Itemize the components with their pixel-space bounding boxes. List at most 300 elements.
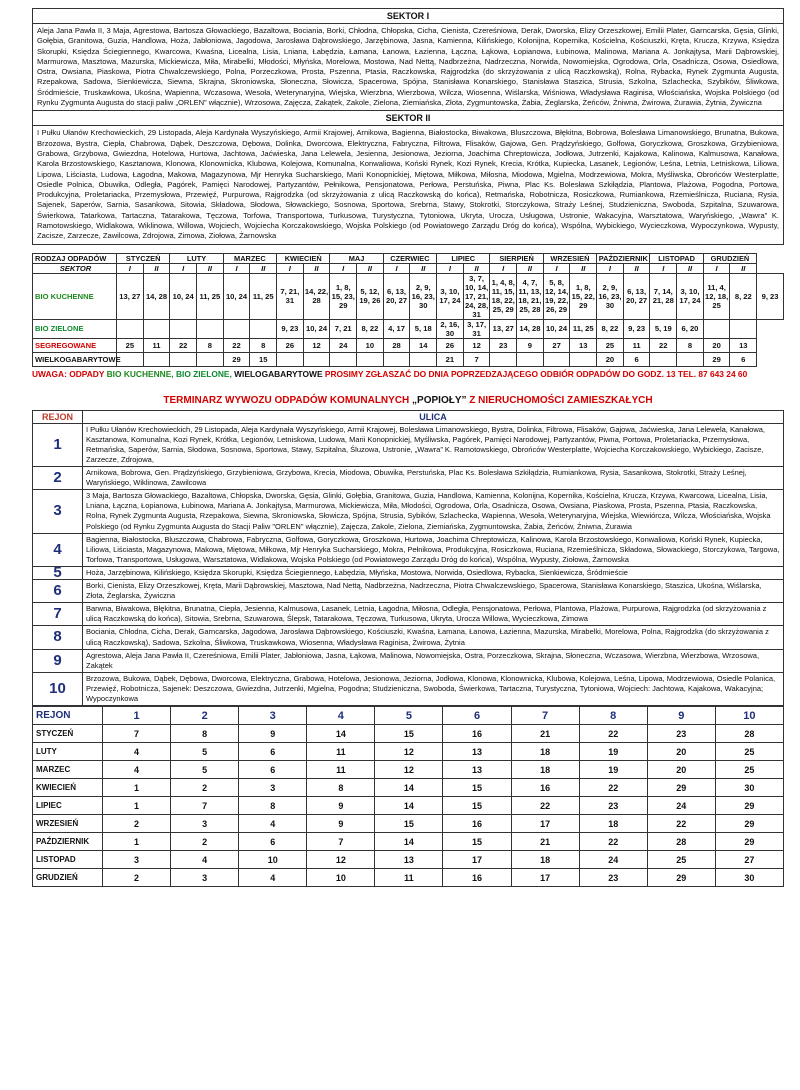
popioly-day: 11: [375, 869, 443, 887]
schedule-cell: [250, 319, 277, 338]
popioly-day: 14: [307, 725, 375, 743]
schedule-sektor-mark: I: [490, 263, 517, 273]
regions-table: [32, 410, 784, 706]
sektor-1-streets: Aleja Jana Pawła II, 3 Maja, Agrestowa, Bartosza Głowackiego, Bazaltowa, Bociania, Borki, Chłodna, Chłopska, Cicha, Cienista, Czereśniowa, Derak, Dworska, Elizy Orzeszkowej, Emilii Plater, Garncarska, Gęsia, Glinki, Gołębia, Granitowa, Guzia, Handlowa, Hoża, Jabłoniowa, Jagodowa, Jarosława Dąbrowskiego, Jarzębinowa, Jasna, Kamienna, Kilińskiego, Kolonijna, Kopernika, Kościelna, Kościuszki, Kręta, Krucza, Krzywa, Księdza Skorupki, Księdza Ściegiennego, Kwarcowa, Kwaśna, Licealna, Lisia, Lniana, Łabędzia, Łamana, Łanowa, Łazienna, Łączna, Łąkowa, Łopianowa, Łubinowa, Malinowa, Mariana A. Jonkajtysa, Marii Dąbrowskiej, Marmurowa, Masztowa, Mazurska, Mickiewicza, Miła, Mirabelki, Młodości, Młyńska, Morelowa, Mostowa, Nad Nettą, Nadbrzeżna, Nadrzeczna, Norwida, Nowomiejska, Ogrodowa, Orla, Osadnicza, Osowa, Osiedlowa, Ostra, Owsiana, Piaskowa, Piotra Chwalczewskiego, Polna, Porzeczkowa, Prosta, Pszenna, Ptasia, Raczkowska, Rajgrodzka (do skrzyżowania z ulicą Raczkowską), Rolna, Rybacka, Rynek Zygmunta Augusta, Rzepakowa, Sadowa, Sienkiewicza, Siewna, Skrajna, Skroniowska, Słoneczna, Słowicza, Spacerowa, Spójna, Stanisława Konarskiego, Stanisława Staszica, Strusia, Szkolna, Szlachecka, Szybików, Śliwkowa, Śródmieście, Truskawkowa, Ukośna, Wapienna, Wczasowa, Wesoła, Weterynaryjna, Wiejska, Wierzbna, Wierzbowa, Wilcza, Wiosenna, Wiślarska, Wiśniowa, Władysława Raginisa, Włościańska, Wojska Polskiego (od Rynku Zygmunta Augusta do stacji paliw „ORLEN” włącznie), Wrzosowa, Zajęcza, Zakątek, Zakole, Zielona, Ziemiańska, Złota, Zygmuntowska, Żabia, Żeglarska, Żeńców, Żniwna, Żwirowa, Żurawia, Żytnia, Żywiczna: [33, 24, 784, 111]
popioly-day: 9: [307, 797, 375, 815]
popioly-day: 25: [647, 851, 715, 869]
popioly-day: 7: [171, 797, 239, 815]
schedule-cell: 11, 25: [197, 273, 224, 319]
region-number: 9: [33, 649, 83, 672]
schedule-cell: 13, 27: [117, 273, 144, 319]
schedule-cell: [197, 352, 224, 366]
popioly-day: 29: [715, 797, 783, 815]
schedule-sektor-mark: I: [277, 263, 304, 273]
popioly-day: 21: [511, 725, 579, 743]
popioly-day: 4: [103, 761, 171, 779]
schedule-cell: 5, 8, 12, 14, 19, 22, 26, 29: [543, 273, 570, 319]
schedule-cell: 9: [517, 338, 544, 352]
region-streets: Hoża, Jarzębinowa, Kilińskiego, Księdza Skorupki, Księdza Ściegiennego, Łabędzia, Młyńska, Mostowa, Norwida, Osiedlowa, Rybacka, Sienkiewicza, Śródmieście: [83, 566, 784, 579]
terminarz-title: TERMINARZ WYWOZU ODPADÓW KOMUNALNYCH „POPIOŁY” Z NIERUCHOMOŚCI ZAMIESZKAŁYCH: [163, 394, 653, 406]
schedule-cell: 23: [490, 338, 517, 352]
schedule-cell: 6, 13, 20, 27: [383, 273, 410, 319]
schedule-cell: 7: [463, 352, 490, 366]
popioly-month: KWIECIEŃ: [33, 779, 103, 797]
schedule-cell: 21: [437, 352, 464, 366]
popioly-day: 24: [579, 851, 647, 869]
schedule-month-header: WRZESIEŃ: [543, 253, 596, 263]
schedule-sektor-mark: I: [330, 263, 357, 273]
schedule-cell: [517, 352, 544, 366]
popioly-day: 16: [443, 815, 511, 833]
schedule-sektor-mark: II: [197, 263, 224, 273]
schedule-sektor-mark: I: [117, 263, 144, 273]
popioly-month: LIPIEC: [33, 797, 103, 815]
schedule-cell: 5, 12, 19, 26: [357, 273, 384, 319]
schedule-cell: 22: [170, 338, 197, 352]
popioly-rejon-number: 2: [171, 707, 239, 725]
schedule-cell: 8: [250, 338, 277, 352]
popioly-day: 13: [443, 761, 511, 779]
popioly-day: 6: [239, 833, 307, 851]
popioly-day: 1: [103, 797, 171, 815]
popioly-day: 25: [715, 761, 783, 779]
schedule-cell: 12: [463, 338, 490, 352]
popioly-day: 18: [511, 761, 579, 779]
popioly-day: 23: [579, 869, 647, 887]
popioly-day: 15: [375, 725, 443, 743]
region-number: 5: [33, 566, 83, 579]
schedule-cell: [383, 352, 410, 366]
schedule-cell: 25: [117, 338, 144, 352]
schedule-cell: 26: [277, 338, 304, 352]
popioly-day: 6: [239, 761, 307, 779]
schedule-cell: 29: [223, 352, 250, 366]
schedule-sektor-mark: II: [623, 263, 650, 273]
popioly-day: 12: [375, 743, 443, 761]
region-number: 3: [33, 490, 83, 533]
popioly-day: 3: [171, 815, 239, 833]
schedule-cell: 1, 8, 15, 23, 29: [330, 273, 357, 319]
popioly-day: 28: [715, 725, 783, 743]
schedule-cell: 2, 16, 30: [437, 319, 464, 338]
popioly-day: 11: [307, 743, 375, 761]
schedule-sektor-label: SEKTOR: [33, 263, 117, 273]
popioly-day: 29: [715, 833, 783, 851]
schedule-cell: 11, 25: [250, 273, 277, 319]
schedule-cell: [490, 352, 517, 366]
popioly-day: 9: [307, 815, 375, 833]
schedule-cell: 11: [623, 338, 650, 352]
schedule-cell: 3, 10, 17, 24: [677, 273, 704, 319]
popioly-day: 16: [443, 725, 511, 743]
schedule-cell: 4, 7, 11, 13, 18, 21, 25, 28: [517, 273, 544, 319]
schedule-cell: 24: [330, 338, 357, 352]
schedule-cell: 6, 13, 20, 27: [623, 273, 650, 319]
popioly-row: [33, 761, 784, 779]
popioly-row: [33, 851, 784, 869]
schedule-cell: 10, 24: [170, 273, 197, 319]
schedule-cell: 28: [383, 338, 410, 352]
schedule-row-label: BIO ZIELONE: [33, 319, 117, 338]
schedule-cell: [170, 319, 197, 338]
popioly-day: 10: [239, 851, 307, 869]
popioly-month: LUTY: [33, 743, 103, 761]
popioly-row: [33, 779, 784, 797]
schedule-cell: 7, 21: [330, 319, 357, 338]
popioly-day: 16: [443, 869, 511, 887]
region-streets: 3 Maja, Bartosza Głowackiego, Bazaltowa, Chłopska, Dworska, Gęsia, Glinki, Gołębia, Granitowa, Guzia, Handlowa, Kamienna, Kolonijna, Kopernika, Kościelna, Krucza, Krzywa, Kwarcowa, Licealna, Lisia, Lniana, Łączna, Łopianowa, Łubinowa, Mariana A. Jonkajtysa, Marmurowa, Mickiewicza, Miła, Młodości, Ogrodowa, Orla, Osadnicza, Osowa, Owsiana, Piaskowa, Prosta, Pszenna, Ptasia, Raczkowska, Rolna, Rynek Zygmunta Augusta, Rzepakowa, Siewna, Skroniowska, Słowicza, Spójna, Strusia, Sybików, Szlachecka, Wapienna, Wesoła, Weterynaryjna, Wiejska, Wiewiórcza, Wilcza, Włościańska, Wojska Polskiego (od Rynku Zygmunta Augusta do Stacji Paliw "ORLEN" włącznie), Zajęcza, Zakole, Zielona, Ziemiańska, Zygmuntowska, Żabia, Żeńców, Żniwna, Żurawia: [83, 490, 784, 533]
schedule-sektor-mark: II: [410, 263, 437, 273]
schedule-cell: [730, 319, 757, 338]
schedule-cell: 8: [677, 338, 704, 352]
schedule-month-header: LIPIEC: [437, 253, 490, 263]
schedule-sektor-mark: I: [223, 263, 250, 273]
region-row: [33, 423, 784, 466]
schedule-cell: 5, 19: [650, 319, 677, 338]
popioly-day: 14: [375, 797, 443, 815]
popioly-day: 4: [103, 743, 171, 761]
schedule-corner: RODZAJ ODPADÓW: [33, 253, 117, 263]
popioly-day: 22: [579, 779, 647, 797]
rejon-header: REJON: [33, 410, 83, 423]
popioly-day: 18: [511, 743, 579, 761]
popioly-day: 12: [375, 761, 443, 779]
schedule-cell: [677, 352, 704, 366]
popioly-month: LISTOPAD: [33, 851, 103, 869]
popioly-rejon-number: 10: [715, 707, 783, 725]
popioly-day: 17: [443, 851, 511, 869]
schedule-cell: [170, 352, 197, 366]
schedule-sektor-mark: II: [250, 263, 277, 273]
schedule-cell: 15: [250, 352, 277, 366]
region-row: [33, 626, 784, 649]
popioly-day: 30: [715, 869, 783, 887]
schedule-cell: 25: [597, 338, 624, 352]
region-number: 6: [33, 580, 83, 603]
schedule-row-label: SEGREGOWANE: [33, 338, 117, 352]
popioly-day: 8: [239, 797, 307, 815]
schedule-cell: 4, 17: [383, 319, 410, 338]
schedule-cell: 29: [703, 352, 730, 366]
schedule-cell: 6: [623, 352, 650, 366]
region-streets: Brzozowa, Bukowa, Dąbek, Dębowa, Dworcowa, Elektryczna, Grabowa, Hotelowa, Jesionowa, Jeziorna, Jodłowa, Klonowa, Klonownicka, Klubowa, Kolejowa, Leśna, Lipowa, Modrzewiowa, Osiedle Polanica, Przewięź, Robotnicza, Sajenek: Deszczowa, Gwiezdna, Jutrzenki, Mgielna, Pogodna; Studzieniczna, Swoboda, Świerkowa, Tartaczna, Turystyczna, Tytoniowa, Wojciech: Jachtowa, Kajakowa, Wakacyjna; Wypoczynkowa: [83, 672, 784, 705]
schedule-cell: 11, 4, 12, 18, 25: [703, 273, 730, 319]
schedule-cell: 9, 23: [277, 319, 304, 338]
schedule-cell: [650, 352, 677, 366]
schedule-cell: [277, 352, 304, 366]
sektor-2-title: SEKTOR II: [33, 111, 784, 126]
popioly-day: 5: [171, 743, 239, 761]
popioly-day: 8: [307, 779, 375, 797]
popioly-month: STYCZEŃ: [33, 725, 103, 743]
schedule-sektor-mark: I: [383, 263, 410, 273]
region-streets: Agrestowa, Aleja Jana Pawła II, Czereśniowa, Emilii Plater, Jabłoniowa, Jasna, Łąkowa, Malinowa, Nowomiejska, Ostra, Porzeczkowa, Skrajna, Słoneczna, Wczasowa, Wierzbna, Wierzbowa, Wrzosowa, Zakątek: [83, 649, 784, 672]
schedule-cell: 11: [143, 338, 170, 352]
popioly-day: 12: [307, 851, 375, 869]
schedule-cell: 10, 24: [543, 319, 570, 338]
popioly-day: 17: [511, 815, 579, 833]
popioly-day: 6: [239, 743, 307, 761]
schedule-cell: 10: [357, 338, 384, 352]
waste-schedule-table: [32, 253, 784, 367]
schedule-row-label: BIO KUCHENNE: [33, 273, 117, 319]
region-streets: Bagienna, Białostocka, Bluszczowa, Chabrowa, Fabryczna, Golfowa, Goryczkowa, Groszkowa, Hurtowa, Joachima Chreptowicza, Kalinowa, Karola Brzostowskiego, Konwaliowa, Koński Rynek, Kupiecka, Liliowa, Liściasta, Magazynowa, Makowa, Miętowa, Miłkowa, Mjr Henryka Sucharskiego, Mokra, Pełnikowa, Produkcyjna, Rosiczkowa, Ruciana, Rzemieślnicza, Składowa, Słowackiego, Storczykowa, Targowa, Torfowa, Transportowa, Usługowa, Warsztatowa, Widlakowa, Wojska Polskiego (od Powiatowego Zarządu Dróg do końca), Wspólna, Wypusty, Ziołowa, Żarnowska: [83, 533, 784, 566]
schedule-cell: [330, 352, 357, 366]
popioly-day: 28: [647, 833, 715, 851]
schedule-month-header: STYCZEŃ: [117, 253, 170, 263]
schedule-sektor-mark: II: [303, 263, 330, 273]
schedule-note: UWAGA: ODPADY BIO KUCHENNE, BIO ZIELONE, WIELOGABARYTOWE PROSIMY ZGŁASZAĆ DO DNIA POPRZEDZAJĄCEGO ODBIÓR ODPADÓW DO GODZ. 13 TEL. 87 643 24 60: [32, 368, 748, 379]
popioly-row: [33, 725, 784, 743]
page: [32, 8, 784, 887]
schedule-sektor-mark: I: [703, 263, 730, 273]
schedule-cell: 14, 28: [143, 273, 170, 319]
popioly-day: 15: [443, 779, 511, 797]
schedule-cell: 8, 22: [730, 273, 757, 319]
popioly-day: 14: [375, 779, 443, 797]
schedule-month-header: LUTY: [170, 253, 223, 263]
sektor-2-streets: I Pułku Ułanów Krechowieckich, 29 Listopada, Aleja Kardynała Wyszyńskiego, Armii Krajowej, Arnikowa, Bagienna, Białostocka, Biwakowa, Bluszczowa, Błękitna, Bobrowa, Bolesława Limanowskiego, Brunatna, Bukowa, Brzozowa, Bystra, Ciepła, Chabrowa, Dąbek, Deszczowa, Dębowa, Dolinka, Dworcowa, Elektryczna, Fabryczna, Filtrowa, Flisaków, Gajowa, Gen. Prądzyńskiego, Golfowa, Goryczkowa, Groszkowa, Grzybieniowa, Grabowa, Grzybowa, Gwiezdna, Hotelowa, Hurtowa, Jachtowa, Jaćwieska, Jana Lelewela, Jesienna, Jesionowa, Jeziorna, Joachima Chreptowicza, Jodłowa, Jutrzenki, Kajakowa, Kalinowa, Kalmusowa, Kanałowa, Karola Brzostowskiego, Kasztanowa, Klonowa, Klonownicka, Klubowa, Kolejowa, Komunalna, Konwaliowa, Koński Rynek, Kozi Rynek, Krecia, Krótka, Kupiecka, Lasanek, Legionów, Leśna, Letnia, Letniskowa, Liliowa, Lipowa, Liściasta, Ludowa, Łagodna, Makowa, Magazynowa, Mjr Henryka Sucharskiego, Marii Konopnickiej, Miętowa, Miłkowa, Miłosna, Miodowa, Mgielna, Modrzewiowa, Mokra, Myśliwska, Obrońców Westerplatte, Osiedle Polnica, Obuwika, Odległa, Pagórek, Pamięci Narodowej, Partyzantów, Pełnikowa, Pensjonatowa, Perłowa, Perstuńska, Piwna, Plac Ks. Bolesława Szkiłądzia, Plantowa, Plażowa, Pogodna, Portowa, Produkcyjna, Proletariacka, Przemysłowa, Przewięź, Purpurowa, Rajgrodzka (od skrzyżowania z ulicą Raczkowską do końca), Retmańska, Robotnicza, Rosiczkowa, Rumiankowa, Rzemieślnicza, Ruciana, Rysia, Sajenek, Saperów, Sarnia, Sasankowa, Sitowia, Składowa, Słodowa, Słowackiego, Sosnowa, Sportowa, Srebrna, Stawy, Stokrotki, Storczykowa, Straży Leśnej, Studzieniczna, Swoboda, Szpitalna, Szuwarowa, Świerkowa, Tatarkowa, Tartaczna, Tatarakowa, Tęczowa, Torfowa, Transportowa, Turkusowa, Turystyczna, Tytoniowa, Ukryta, Urocza, Usługowa, Ustronie, Wakacyjna, Warsztatowa, Waryńskiego, „Wawra” K. Ramotowskiego, Widlakowa, Wiklinowa, Willowa, Wojciech, Wojciecha Korczakowskiego, Wojska Polskiego (od Powiatowego Zarządu Dróg do końca), Wspólna, Wybickiego, Wycieczkowa, Wypoczynkowa, Wypusty, Zacisze, Zarzecze, Zawilcowa, Zdrojowa, Zimowa, Ziołowa, Żarnowska: [33, 126, 784, 244]
schedule-cell: 14, 22, 28: [303, 273, 330, 319]
region-streets: Arnikowa, Bobrowa, Gen. Prądzyńskiego, Grzybieniowa, Grzybowa, Krecia, Miodowa, Obuwika, Perstuńska, Plac Ks. Bolesława Szkiłądzia, Rumiankowa, Rysia, Sasankowa, Stokrotki, Straży Leśnej, Waryńskiego, Wiklinowa, Zawilcowa: [83, 467, 784, 490]
schedule-month-header: MAJ: [330, 253, 383, 263]
popioly-day: 15: [375, 815, 443, 833]
popioly-day: 3: [239, 779, 307, 797]
schedule-cell: 10, 24: [303, 319, 330, 338]
schedule-month-header: MARZEC: [223, 253, 276, 263]
schedule-cell: [703, 319, 730, 338]
popioly-row: [33, 815, 784, 833]
schedule-cell: 20: [597, 352, 624, 366]
schedule-row-label: WIELKOGABARYTOWE: [33, 352, 117, 366]
schedule-cell: 26: [437, 338, 464, 352]
schedule-cell: [570, 352, 597, 366]
schedule-cell: [303, 352, 330, 366]
popioly-day: 4: [239, 815, 307, 833]
region-number: 4: [33, 533, 83, 566]
schedule-cell: [197, 319, 224, 338]
popioly-day: 11: [307, 761, 375, 779]
popioly-day: 4: [171, 851, 239, 869]
schedule-cell: 12: [303, 338, 330, 352]
region-number: 1: [33, 423, 83, 466]
schedule-cell: 8, 22: [597, 319, 624, 338]
schedule-cell: 9, 23: [757, 273, 784, 319]
popioly-rejon-number: 4: [307, 707, 375, 725]
popioly-day: 8: [171, 725, 239, 743]
popioly-day: 22: [579, 833, 647, 851]
schedule-cell: 9, 23: [623, 319, 650, 338]
popioly-day: 22: [647, 815, 715, 833]
schedule-cell: 7, 14, 21, 28: [650, 273, 677, 319]
popioly-day: 13: [375, 851, 443, 869]
schedule-cell: 1, 8, 15, 22, 29: [570, 273, 597, 319]
popioly-day: 21: [511, 833, 579, 851]
popioly-row: [33, 743, 784, 761]
sektor-1-title: SEKTOR I: [33, 9, 784, 24]
schedule-sektor-mark: II: [677, 263, 704, 273]
region-row: [33, 467, 784, 490]
popioly-day: 23: [579, 797, 647, 815]
region-number: 2: [33, 467, 83, 490]
popioly-day: 2: [171, 833, 239, 851]
schedule-sektor-mark: I: [170, 263, 197, 273]
popioly-day: 22: [579, 725, 647, 743]
schedule-cell: 3, 10, 17, 24: [437, 273, 464, 319]
popioly-rejon-label: REJON: [33, 707, 103, 725]
schedule-month-header: PAŹDZIERNIK: [597, 253, 650, 263]
popioly-day: 20: [647, 743, 715, 761]
schedule-cell: [143, 319, 170, 338]
schedule-cell: 3, 7, 10, 14, 17, 21, 24, 28, 31: [464, 273, 489, 319]
region-row: [33, 649, 784, 672]
popioly-month: GRUDZIEŃ: [33, 869, 103, 887]
popioly-day: 29: [715, 815, 783, 833]
popioly-day: 13: [443, 743, 511, 761]
popioly-day: 3: [171, 869, 239, 887]
schedule-cell: 2, 9, 16, 23, 30: [597, 273, 624, 319]
popioly-day: 25: [715, 743, 783, 761]
popioly-day: 1: [103, 833, 171, 851]
schedule-cell: [543, 352, 570, 366]
popioly-rejon-number: 8: [579, 707, 647, 725]
popioly-day: 29: [647, 869, 715, 887]
schedule-cell: 13: [570, 338, 597, 352]
schedule-cell: 6: [730, 352, 757, 366]
schedule-month-header: CZERWIEC: [383, 253, 436, 263]
popioly-day: 30: [715, 779, 783, 797]
schedule-sektor-mark: I: [650, 263, 677, 273]
schedule-month-header: LISTOPAD: [650, 253, 703, 263]
popioly-row: [33, 833, 784, 851]
popioly-day: 15: [443, 797, 511, 815]
sektor-1-table: [32, 8, 784, 245]
popioly-day: 23: [647, 725, 715, 743]
region-row: [33, 580, 784, 603]
popioly-day: 2: [171, 779, 239, 797]
popioly-day: 27: [715, 851, 783, 869]
popioly-rejon-number: 3: [239, 707, 307, 725]
schedule-month-header: SIERPIEŃ: [490, 253, 543, 263]
popioly-day: 22: [511, 797, 579, 815]
schedule-cell: [357, 352, 384, 366]
popioly-rejon-number: 1: [103, 707, 171, 725]
schedule-cell: 22: [650, 338, 677, 352]
schedule-cell: 14: [410, 338, 437, 352]
region-streets: I Pułku Ułanów Krechowieckich, 29 Listopada, Aleja Kardynała Wyszyńskiego, Armii Krajowej, Bolesława Limanowskiego, Bystra, Dolinka, Filtrowa, Flisaków, Gajowa, Jaćwieska, Jana Lelewela, Kanałowa, Kasztanowa, Komunalna, Kozi Rynek, Krótka, Legionów, Letniskowa, Ludowa, Marii Konopnickiej, Myśliwska, Pagórek, Pamięci Narodowej, Partyzantów, Piwna, Portowa, Proletariacka, Przemysłowa, Retmańska, Saperów, Sarnia, Słodowa, Sosnowa, Sportowa, Stawy, Szpitalna, Śluzowa, Ustronie, „Wawra” K. Ramotowskiego, Obrońców Westerplatte, Wojciecha Korczakowskiego, Wybickiego, Zacisze, Zarzecze, Zdrojowa,: [83, 423, 784, 466]
schedule-cell: [143, 352, 170, 366]
region-row: [33, 490, 784, 533]
schedule-cell: [223, 319, 250, 338]
popioly-day: 7: [103, 725, 171, 743]
popioly-month: MARZEC: [33, 761, 103, 779]
popioly-day: 2: [103, 869, 171, 887]
region-number: 8: [33, 626, 83, 649]
popioly-day: 1: [103, 779, 171, 797]
schedule-cell: 1, 4, 8, 11, 15, 18, 22, 25, 29: [490, 273, 517, 319]
ulica-header: ULICA: [83, 410, 784, 423]
schedule-cell: 8: [197, 338, 224, 352]
popioly-day: 3: [103, 851, 171, 869]
region-streets: Barwna, Biwakowa, Błękitna, Brunatna, Ciepła, Jesienna, Kalmusowa, Lasanek, Letnia, Łagodna, Miłosna, Odległa, Pensjonatowa, Perłowa, Plantowa, Plażowa, Purpurowa, Rajgrodzka (od skrzyżowania z ulicą Raczkowską do końca), Sitowia, Srebrna, Szuwarowa, Ślepsk, Tatarakowa, Tęczowa, Turkusowa, Ukryta, Urocza Willowa, Wycieczkowa, Zimowa: [83, 603, 784, 626]
schedule-sektor-mark: II: [517, 263, 544, 273]
popioly-day: 2: [103, 815, 171, 833]
schedule-cell: 8, 22: [357, 319, 384, 338]
schedule-sektor-mark: I: [597, 263, 624, 273]
popioly-month: PAŹDZIERNIK: [33, 833, 103, 851]
popioly-rejon-number: 6: [443, 707, 511, 725]
schedule-sektor-mark: I: [437, 263, 464, 273]
popioly-schedule-table: [32, 706, 784, 887]
popioly-rejon-number: 5: [375, 707, 443, 725]
schedule-cell: 22: [223, 338, 250, 352]
popioly-row: [33, 869, 784, 887]
schedule-cell: 3, 17, 31: [463, 319, 490, 338]
schedule-cell: 5, 18: [410, 319, 437, 338]
popioly-day: 24: [647, 797, 715, 815]
schedule-sektor-mark: II: [143, 263, 170, 273]
schedule-cell: 20: [703, 338, 730, 352]
schedule-sektor-mark: II: [357, 263, 384, 273]
region-number: 7: [33, 603, 83, 626]
schedule-sektor-mark: II: [463, 263, 490, 273]
region-streets: Bociania, Chłodna, Cicha, Derak, Garncarska, Jagodowa, Jarosława Dąbrowskiego, Kościuszki, Kwaśna, Łamana, Łanowa, Łazienna, Mazurska, Mirabelki, Morelowa, Polna, Rajgrodzka (do skrzyżowania z ulicą Raczkowską), Sadowa, Szkolna, Śliwkowa, Truskawkowa, Wiosenna, Władysława Raginisa, Żwirowa, Żytnia: [83, 626, 784, 649]
popioly-day: 14: [375, 833, 443, 851]
region-row: [33, 533, 784, 566]
popioly-day: 19: [579, 761, 647, 779]
popioly-rejon-number: 9: [647, 707, 715, 725]
schedule-cell: [410, 352, 437, 366]
popioly-day: 5: [171, 761, 239, 779]
region-streets: Borki, Cienista, Elizy Orzeszkowej, Kręta, Marii Dąbrowskiej, Masztowa, Nad Nettą, Nadbrzeżna, Nadrzeczna, Piotra Chwalczewskiego, Spacerowa, Stanisława Konarskiego, Staszica, Ukośna, Wiślarska, Złota, Żeglarska, Żywiczna: [83, 580, 784, 603]
schedule-month-header: GRUDZIEŃ: [703, 253, 756, 263]
schedule-cell: [117, 319, 144, 338]
popioly-day: 17: [511, 869, 579, 887]
schedule-cell: 2, 9, 16, 23, 30: [410, 273, 437, 319]
popioly-day: 19: [579, 743, 647, 761]
popioly-day: 15: [443, 833, 511, 851]
popioly-day: 7: [307, 833, 375, 851]
popioly-day: 18: [579, 815, 647, 833]
schedule-cell: 11, 25: [570, 319, 597, 338]
region-row: [33, 672, 784, 705]
schedule-cell: 13: [730, 338, 757, 352]
popioly-day: 18: [511, 851, 579, 869]
schedule-sektor-mark: II: [730, 263, 757, 273]
schedule-cell: 14, 28: [517, 319, 544, 338]
popioly-month: WRZESIEŃ: [33, 815, 103, 833]
popioly-day: 9: [239, 725, 307, 743]
schedule-sektor-mark: I: [543, 263, 570, 273]
schedule-cell: 13, 27: [490, 319, 517, 338]
schedule-cell: 7, 21, 31: [277, 273, 304, 319]
popioly-rejon-number: 7: [511, 707, 579, 725]
region-row: [33, 603, 784, 626]
popioly-day: 10: [307, 869, 375, 887]
popioly-day: 29: [647, 779, 715, 797]
region-number: 10: [33, 672, 83, 705]
popioly-day: 4: [239, 869, 307, 887]
popioly-row: [33, 797, 784, 815]
schedule-cell: 10, 24: [223, 273, 250, 319]
schedule-month-header: KWIECIEŃ: [277, 253, 330, 263]
popioly-day: 20: [647, 761, 715, 779]
popioly-day: 16: [511, 779, 579, 797]
schedule-cell: 6, 20: [677, 319, 704, 338]
schedule-cell: 27: [543, 338, 570, 352]
schedule-sektor-mark: II: [570, 263, 597, 273]
region-row: [33, 566, 784, 579]
